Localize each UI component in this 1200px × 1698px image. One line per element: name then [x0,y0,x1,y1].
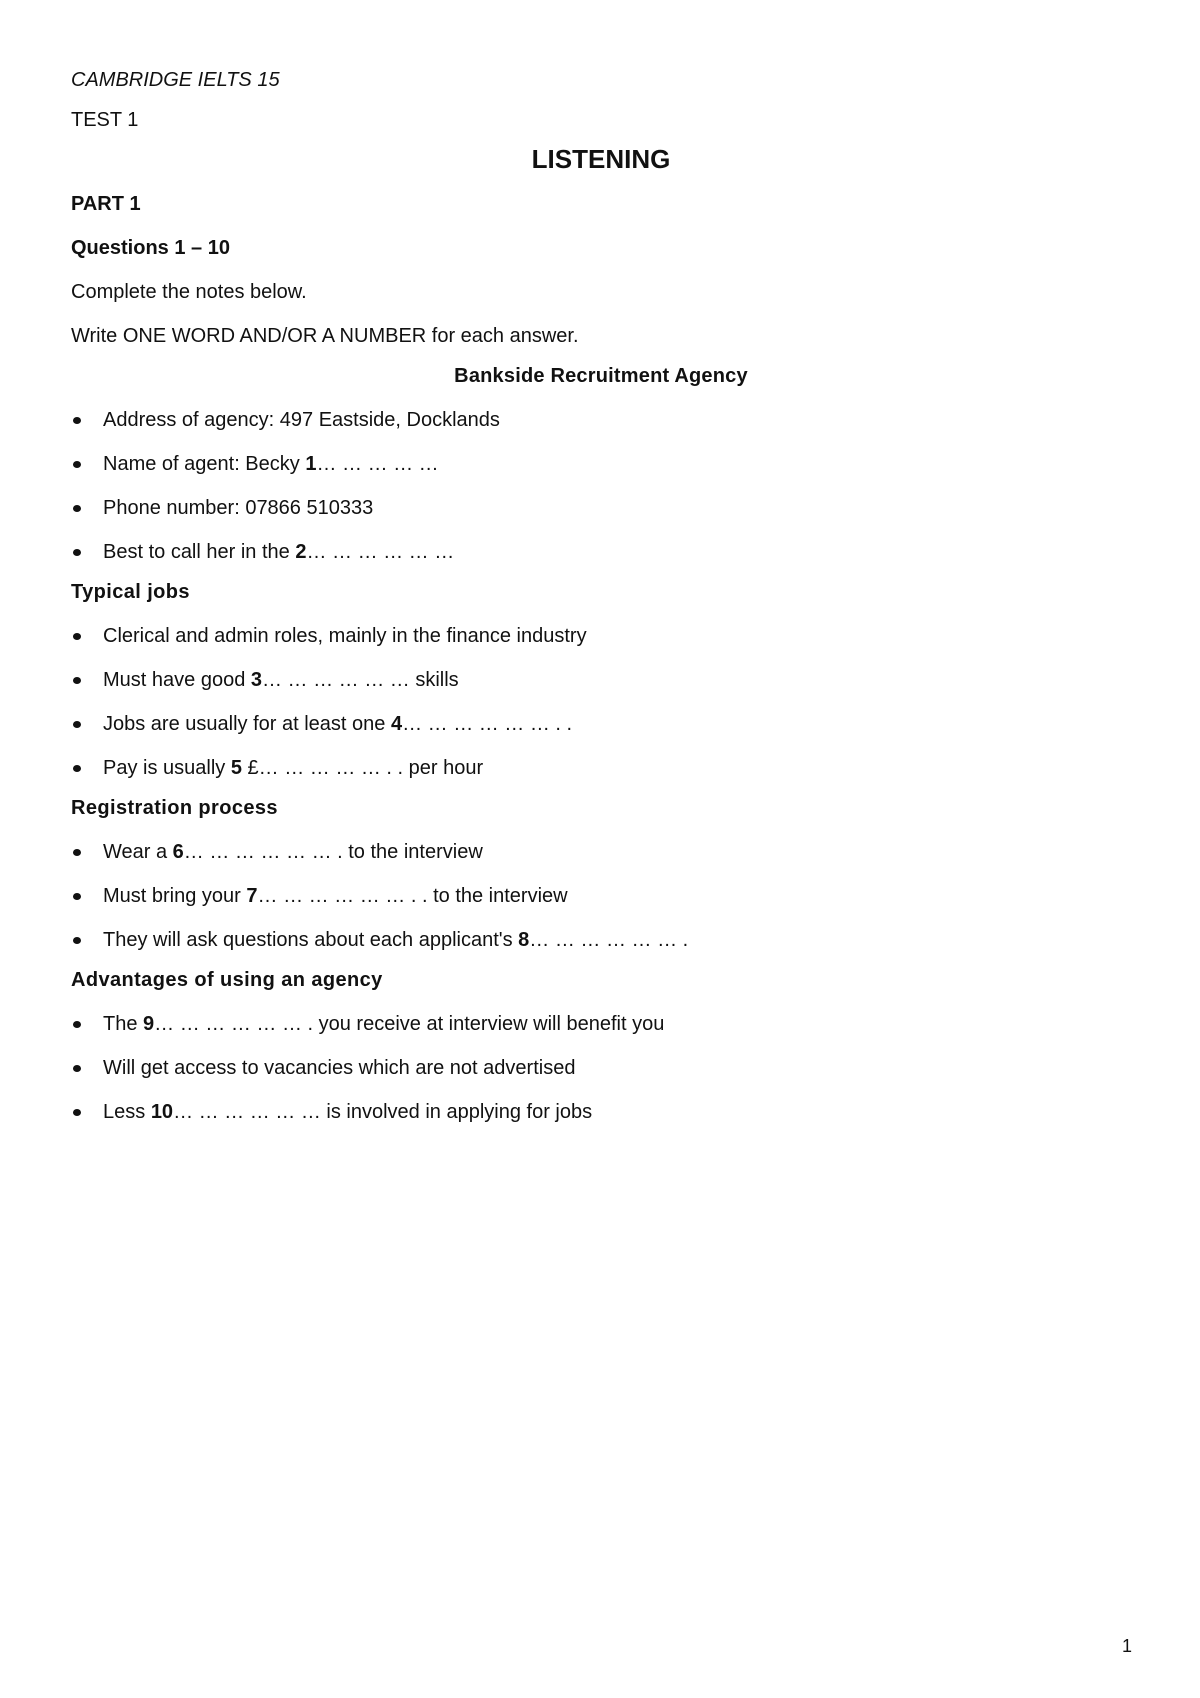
bullet-icon [73,677,81,684]
answer-gap: … … … … … … skills [262,669,459,691]
bullet-icon [73,937,81,944]
item-text: The [103,1013,144,1035]
bullet-icon [73,461,81,468]
item-text: Jobs are usually for at least one [103,713,391,735]
list-item [71,928,1131,952]
series-header: CAMBRIDGE IELTS 15 [71,69,280,91]
question-number: 1 [305,453,317,475]
item-text: Must bring your [103,885,247,907]
answer-gap: … … … … … … is involved in applying for jobs [173,1101,593,1123]
question-number: 8 [518,929,530,951]
answer-gap: … … … … … … . you receive at interview will benefit you [154,1013,665,1035]
answer-gap: … … … … … … . [529,929,689,951]
bullet-icon [73,1065,81,1072]
bullet-icon [73,505,81,512]
instruction-word-limit: Write ONE WORD AND/OR A NUMBER for each answer. [71,325,579,347]
part-heading: PART 1 [71,193,141,215]
bullet-icon [73,721,81,728]
item-text: Phone number: 07866 510333 [103,497,374,519]
list-item [71,1012,1131,1036]
page-number: 1 [1122,1636,1133,1656]
question-number: 2 [295,541,307,563]
bullet-icon [73,417,81,424]
question-number: 9 [143,1013,155,1035]
bullet-icon [73,1109,81,1116]
item-text: Less [103,1101,151,1123]
question-number: 10 [150,1101,174,1123]
list-item [71,756,1131,780]
item-text: Address of agency: 497 Eastside, Docklands [103,409,500,431]
answer-gap: … … … … … [316,453,439,475]
list-item [71,1056,1131,1080]
list-item [71,668,1131,692]
intro-list [71,408,1131,564]
bullet-icon [73,849,81,856]
answer-gap: £… … … … … . . per hour [241,757,484,779]
section-heading-registration: Registration process [71,797,278,819]
bullet-icon [73,893,81,900]
item-text: Will get access to vacancies which are not advertised [103,1057,576,1079]
list-item [71,884,1131,908]
page-title: LISTENING [531,144,671,174]
item-text: Pay is usually [103,757,231,779]
section-heading-typical-jobs: Typical jobs [71,581,190,603]
item-text: Wear a [103,841,173,863]
test-header: TEST 1 [71,109,139,131]
item-text: Clerical and admin roles, mainly in the finance industry [103,625,587,647]
list-item [71,496,1131,520]
list-item [71,1100,1131,1124]
list-item [71,408,1131,432]
question-number: 7 [246,885,258,907]
page-content [71,68,1131,1124]
question-number: 3 [250,669,262,691]
list-item [71,540,1131,564]
registration-list [71,840,1131,952]
question-number: 5 [230,757,242,779]
item-text: Name of agent: Becky [103,453,306,475]
typical-jobs-list [71,624,1131,780]
bullet-icon [73,1021,81,1028]
item-text: Must have good [103,669,251,691]
list-item [71,840,1131,864]
notes-title: Bankside Recruitment Agency [454,365,748,387]
answer-gap: … … … … … … . . [402,713,573,735]
list-item [71,712,1131,736]
answer-gap: … … … … … … . to the interview [183,841,483,863]
question-number: 6 [172,841,184,863]
question-range: Questions 1 – 10 [71,237,230,259]
item-text: Best to call her in the [103,541,296,563]
answer-gap: … … … … … … . . to the interview [257,885,568,907]
item-text: They will ask questions about each applicant's [103,929,519,951]
list-item [71,452,1131,476]
advantages-list [71,1012,1131,1124]
bullet-icon [73,549,81,556]
section-heading-advantages: Advantages of using an agency [71,969,383,991]
question-number: 4 [390,713,403,735]
bullet-icon [73,765,81,772]
instruction-complete-notes: Complete the notes below. [71,281,307,303]
list-item [71,624,1131,648]
bullet-icon [73,633,81,640]
answer-gap: … … … … … … [306,541,455,563]
